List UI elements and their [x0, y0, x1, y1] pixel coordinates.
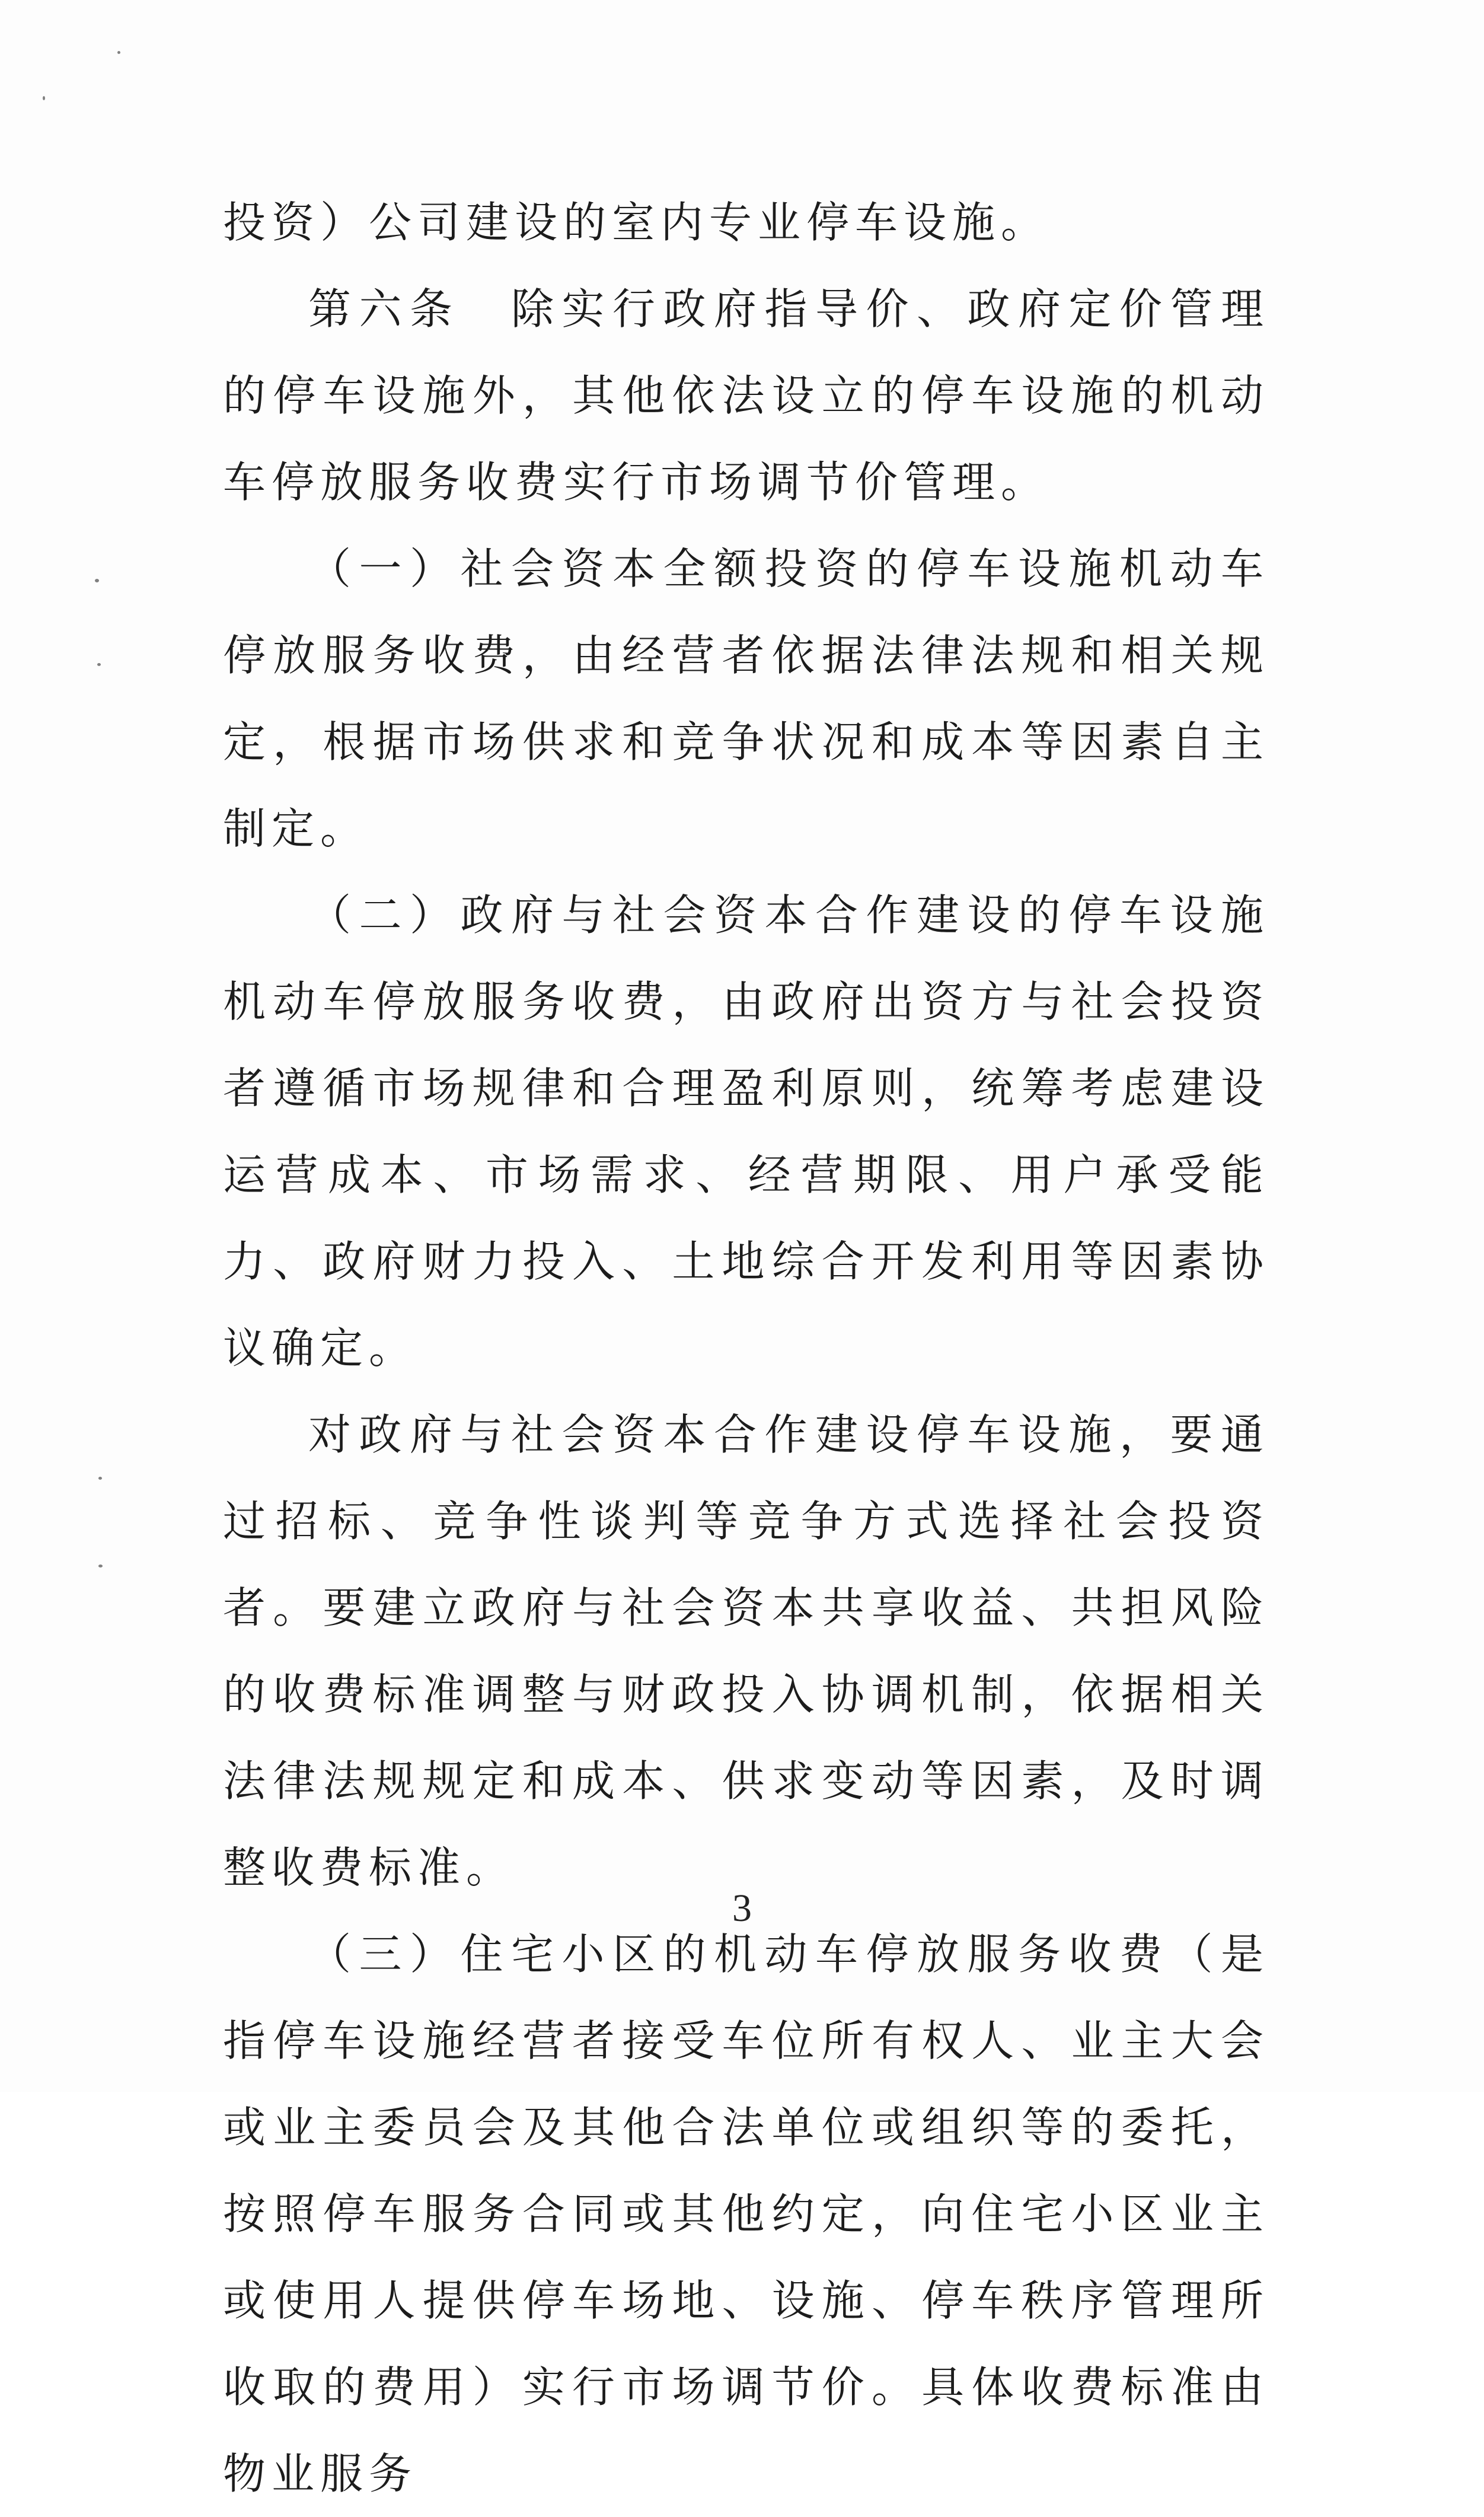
document-body: [223, 179, 1269, 2517]
paragraph: （二）政府与社会资本合作建设的停车设施机动车停放服务收费，由政府出资方与社会投资者遵循市场规律和合理盈利原则，统筹考虑建设运营成本、市场需求、经营期限、用户承受能力、政府财力投入、土地综合开发利用等因素协议确定。: [223, 890, 1269, 1373]
paragraph: 第六条 除实行政府指导价、政府定价管理的停车设施外，其他依法设立的停车设施的机动车停放服务收费实行市场调节价管理。: [223, 284, 1269, 507]
scan-speck: [98, 1565, 103, 1567]
paragraph: 对政府与社会资本合作建设停车设施，要通过招标、竞争性谈判等竞争方式选择社会投资者。要建立政府与社会资本共享收益、共担风险的收费标准调整与财政投入协调机制，依据相关法律法规规定和成本、供求变动等因素，及时调整收费标准。: [223, 1410, 1269, 1892]
paragraph: （三）住宅小区的机动车停放服务收费（是指停车设施经营者接受车位所有权人、业主大会或业主委员会及其他合法单位或组织等的委托，按照停车服务合同或其他约定，向住宅小区业主或使用人提供停车场地、设施、停车秩序管理所收取的费用）实行市场调节价。具体收费标准由物业服务: [223, 1929, 1269, 2499]
scan-speck: [97, 663, 101, 666]
scan-speck: [43, 96, 45, 100]
scan-speck: [117, 51, 120, 54]
page-number: 3: [732, 1887, 752, 1930]
paragraph: 投资）公司建设的室内专业停车设施。: [223, 197, 1050, 247]
scan-speck: [98, 1477, 102, 1480]
paragraph: （一）社会资本全额投资的停车设施机动车停放服务收费，由经营者依据法律法规和相关规定，根据市场供求和竞争状况和成本等因素自主制定。: [223, 544, 1269, 853]
scan-speck: [95, 579, 99, 582]
